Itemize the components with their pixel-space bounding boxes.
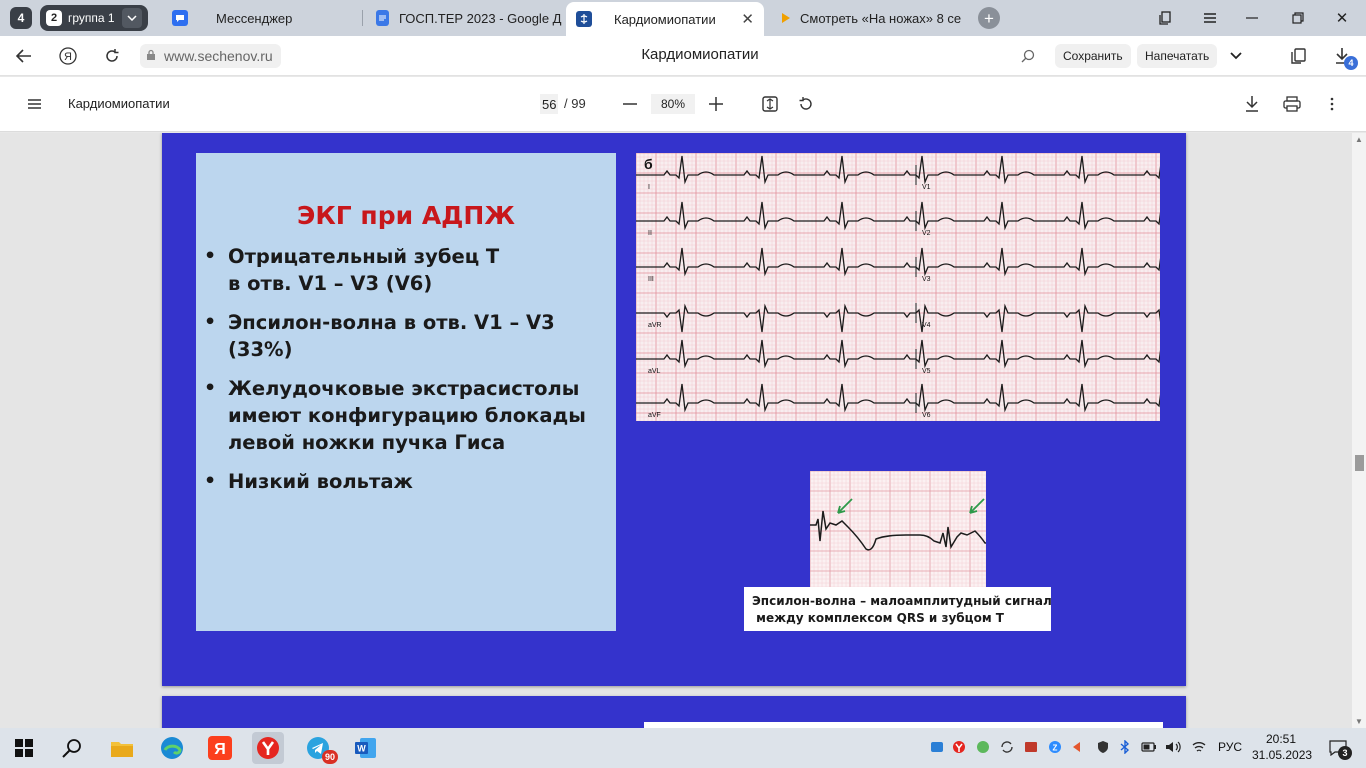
file-explorer-icon[interactable] [106, 732, 138, 764]
ecg-lead-label: aVF [648, 412, 661, 419]
ecg-tracing [636, 153, 1160, 421]
svg-text:Я: Я [214, 741, 226, 758]
chevron-down-icon[interactable] [122, 8, 142, 28]
save-button[interactable]: Сохранить [1055, 44, 1131, 68]
ecg-panel-letter: б [644, 156, 653, 172]
svg-text:W: W [357, 743, 366, 754]
address-bar [0, 36, 1366, 76]
search-icon[interactable] [56, 732, 88, 764]
vertical-scrollbar[interactable] [1352, 133, 1366, 728]
notifications-badge: 3 [1338, 746, 1352, 760]
bullet-item: • Отрицательный зубец Т в отв. V1 – V3 (V6) [202, 243, 602, 297]
url-text: www.sechenov.ru [164, 48, 273, 64]
download-pdf-icon[interactable] [1240, 92, 1264, 116]
collections-icon[interactable] [1286, 44, 1310, 68]
epsilon-wave-image [810, 471, 986, 593]
ecg-lead-label: V3 [922, 276, 931, 283]
notifications-icon[interactable] [1322, 732, 1354, 764]
ecg-lead-label: V4 [922, 322, 931, 329]
yandex-tray-icon[interactable] [950, 738, 968, 756]
messenger-icon [172, 10, 188, 26]
browser-tab-bar [0, 0, 1366, 36]
close-window-icon[interactable]: ✕ [1335, 10, 1349, 27]
url-field[interactable] [140, 44, 281, 68]
ecg-lead-label: III [648, 276, 654, 283]
torrent-icon[interactable] [974, 738, 992, 756]
restore-icon[interactable] [1286, 6, 1310, 30]
ecg-lead-label: aVR [648, 322, 662, 329]
sync-icon[interactable] [998, 738, 1016, 756]
sechenov-icon [576, 11, 592, 27]
volume-icon[interactable] [1164, 738, 1182, 756]
svg-text:Z: Z [1052, 743, 1058, 753]
zoom-tray-icon[interactable] [1046, 738, 1064, 756]
pdf-document-title: Кардиомиопатии [68, 96, 170, 111]
tab-group-chip[interactable] [40, 5, 148, 31]
ecg-lead-label: V6 [922, 412, 931, 419]
yandex-logo-icon[interactable] [56, 44, 80, 68]
system-clock[interactable] [1252, 731, 1313, 763]
input-language[interactable]: РУС [1218, 740, 1243, 754]
tab-group-label: группа 1 [68, 11, 115, 25]
ecg-lead-label: V1 [922, 184, 931, 191]
wifi-icon[interactable] [1190, 738, 1208, 756]
ecg-lead-label: aVL [648, 368, 661, 375]
ecg-lead-trace [636, 306, 1160, 332]
scroll-down-icon[interactable]: ▼ [1355, 717, 1363, 726]
menu-icon[interactable] [1198, 6, 1222, 30]
tab-count-badge[interactable]: 4 [10, 7, 32, 29]
yandex-icon[interactable] [204, 732, 236, 764]
bookmarks-icon[interactable] [1154, 6, 1178, 30]
ecg-lead-label: V5 [922, 368, 931, 375]
new-tab-button[interactable]: + [978, 7, 1000, 29]
scroll-up-icon[interactable]: ▲ [1355, 135, 1363, 144]
bullet-item: • Низкий вольтаж [202, 468, 602, 495]
slide-text-panel [196, 153, 616, 631]
shield-icon[interactable] [1094, 738, 1112, 756]
tab-video[interactable] [768, 2, 964, 34]
tab-kardiomiopatii[interactable] [566, 2, 764, 36]
search-page-icon[interactable] [1016, 44, 1040, 68]
print-icon[interactable] [1280, 92, 1304, 116]
svg-text:Я: Я [64, 51, 72, 63]
epsilon-tracing [810, 471, 986, 593]
ecg-lead-trace [636, 202, 1160, 228]
media-tray-icon[interactable] [1022, 738, 1040, 756]
bullet-item: • Эпсилон-волна в отв. V1 – V3 (33%) [202, 309, 602, 363]
tab-label: Мессенджер [216, 10, 293, 26]
play-icon [778, 10, 794, 26]
bullet-item: • Желудочковые экстрасистолы имеют конфигурацию блокады левой ножки пучка Гиса [202, 375, 602, 456]
lock-icon [146, 48, 156, 64]
clock-time: 20:51 [1265, 732, 1297, 746]
word-icon[interactable] [350, 732, 382, 764]
clock-date: 31.05.2023 [1252, 748, 1313, 762]
anydesk-icon[interactable] [1068, 738, 1086, 756]
downloads-icon[interactable] [1330, 44, 1354, 68]
ecg-12-lead-image [636, 153, 1160, 421]
bullet-list [202, 243, 602, 507]
scroll-thumb[interactable] [1355, 455, 1364, 471]
pdf-toolbar [0, 77, 1366, 132]
ecg-lead-label: II [648, 230, 652, 237]
windows-start-icon[interactable] [8, 732, 40, 764]
tab-label: Кардиомиопатии [614, 11, 716, 27]
slide-heading: ЭКГ при АДПЖ [297, 201, 515, 230]
zoom-in-icon[interactable] [704, 92, 728, 116]
edge-icon[interactable] [156, 732, 188, 764]
windows-taskbar [0, 728, 1366, 768]
zoom-out-icon[interactable] [618, 92, 642, 116]
telegram-badge: 90 [322, 750, 338, 764]
zoom-level[interactable]: 80% [651, 94, 695, 114]
tab-separator [362, 10, 363, 26]
close-tab-icon[interactable]: ✕ [741, 11, 754, 28]
minimize-icon[interactable] [1240, 6, 1264, 30]
rotate-icon[interactable] [794, 92, 818, 116]
page-number-input[interactable]: 56 [540, 94, 558, 114]
epsilon-wave-caption: Эпсилон-волна – малоамплитудный сигнал между комплексом QRS и зубцом Т [744, 587, 1051, 631]
print-button[interactable]: Напечатать [1137, 44, 1217, 68]
fit-page-icon[interactable] [758, 92, 782, 116]
battery-icon[interactable] [1140, 738, 1158, 756]
back-icon[interactable] [12, 44, 36, 68]
tab-label: ГОСП.ТЕР 2023 - Google Д [399, 10, 562, 26]
tab-messenger[interactable] [162, 2, 358, 34]
telegram-icon[interactable] [302, 732, 334, 764]
ecg-lead-label: I [648, 184, 650, 191]
pdf-viewer[interactable] [0, 133, 1366, 728]
tab-group-number: 2 [46, 10, 62, 26]
tray-app-icon[interactable] [928, 738, 946, 756]
page-title: Кардиомиопатии [641, 46, 759, 63]
tab-google-docs[interactable] [366, 2, 562, 34]
pdf-page-next [162, 696, 1186, 728]
sidebar-menu-icon[interactable] [22, 92, 46, 116]
pdf-page [162, 133, 1186, 686]
page-total: / 99 [564, 96, 586, 111]
downloads-badge: 4 [1344, 56, 1358, 70]
bluetooth-icon[interactable] [1116, 738, 1134, 756]
google-docs-icon [376, 10, 389, 26]
chevron-down-icon[interactable] [1224, 44, 1248, 68]
ecg-lead-label: V2 [922, 230, 931, 237]
yandex-browser-icon[interactable] [252, 732, 284, 764]
more-options-icon[interactable] [1320, 92, 1344, 116]
reload-icon[interactable] [100, 44, 124, 68]
tab-label: Смотреть «На ножах» 8 се [800, 10, 962, 26]
